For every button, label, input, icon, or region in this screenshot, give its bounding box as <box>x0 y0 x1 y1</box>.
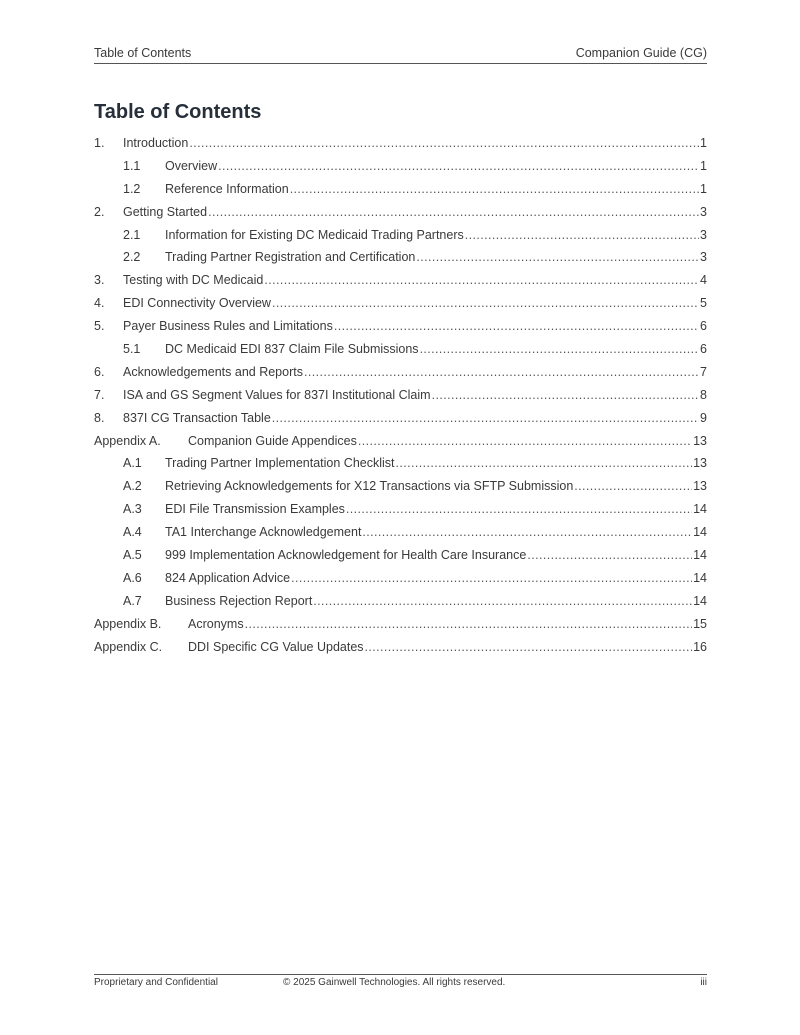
toc-dot-leader <box>313 591 692 611</box>
toc-dot-leader <box>416 247 699 267</box>
toc-entry-label: Business Rejection Report <box>165 593 313 608</box>
toc-entry-number: 5.1 <box>123 342 141 357</box>
toc-entry[interactable] <box>94 591 707 614</box>
toc-dot-leader <box>272 293 699 313</box>
toc-entry-page: 15 <box>693 616 707 631</box>
toc-entry-number: 7. <box>94 387 105 402</box>
toc-entry-label: 999 Implementation Acknowledgement for Health Care Insurance <box>165 548 527 563</box>
toc-dot-leader <box>362 522 692 542</box>
toc-entry-number: 1.2 <box>123 181 141 196</box>
toc-entry-page: 3 <box>700 250 707 265</box>
toc-entry-page: 7 <box>700 364 707 379</box>
toc-dot-leader <box>365 637 693 657</box>
toc-entry-number: 1.1 <box>123 158 141 173</box>
toc-entry-label: Reference Information <box>165 181 289 196</box>
toc-entry-label: Introduction <box>123 136 189 150</box>
toc-entry-label: Trading Partner Registration and Certification <box>165 250 416 265</box>
toc-entry-link[interactable] <box>123 316 707 336</box>
page-header <box>94 46 707 64</box>
toc-dot-leader <box>218 156 699 176</box>
toc-entry-number: 6. <box>94 364 105 379</box>
toc-entry[interactable] <box>94 316 707 339</box>
toc-dot-leader <box>432 385 699 405</box>
toc-entry-page: 14 <box>693 548 707 563</box>
toc-entry-link[interactable] <box>165 591 707 611</box>
toc-entry-link[interactable] <box>165 499 707 519</box>
toc-entry[interactable] <box>94 225 707 248</box>
footer-confidentiality: Proprietary and Confidential <box>94 977 218 988</box>
toc-entry-page: 3 <box>700 227 707 242</box>
toc-entry-link[interactable] <box>123 385 707 405</box>
toc-entry-link[interactable] <box>123 202 707 222</box>
toc-entry-page: 1 <box>700 158 707 173</box>
toc-entry-label: TA1 Interchange Acknowledgement <box>165 525 362 540</box>
toc-dot-leader <box>420 339 699 359</box>
toc-entry-label: Companion Guide Appendices <box>188 433 357 448</box>
toc-entry-link[interactable] <box>165 225 707 245</box>
toc-entry[interactable] <box>94 179 707 202</box>
header-section-title: Table of Contents <box>94 46 192 60</box>
toc-entry-page: 14 <box>693 502 707 517</box>
toc-entry-number: 1. <box>94 136 105 150</box>
toc-dot-leader <box>208 202 699 222</box>
toc-entry-link[interactable] <box>123 133 707 153</box>
toc-entry-number: A.3 <box>123 502 142 517</box>
toc-entry-link[interactable] <box>165 522 707 542</box>
page-title: Table of Contents <box>94 101 262 123</box>
toc-dot-leader <box>272 408 699 428</box>
toc-dot-leader <box>574 476 692 496</box>
toc-entry-label: Payer Business Rules and Limitations <box>123 319 333 334</box>
toc-entry-link[interactable] <box>123 362 707 382</box>
toc-dot-leader <box>465 225 699 245</box>
toc-dot-leader <box>290 179 699 199</box>
toc-entry-number: 2.2 <box>123 250 141 265</box>
toc-entry-page: 8 <box>700 387 707 402</box>
toc-entry[interactable] <box>94 476 707 499</box>
toc-entry-label: Trading Partner Implementation Checklist <box>165 456 395 471</box>
page-footer <box>94 974 707 991</box>
toc-entry-number: A.2 <box>123 479 142 494</box>
toc-entry-label: 824 Application Advice <box>165 570 291 585</box>
toc-entry-page: 16 <box>693 639 707 654</box>
toc-entry-link[interactable] <box>123 270 707 290</box>
toc-dot-leader <box>264 270 699 290</box>
toc-entry-number: 2. <box>94 204 105 219</box>
toc-entry-link[interactable] <box>188 431 707 451</box>
toc-entry-page: 9 <box>700 410 707 425</box>
toc-entry-page: 13 <box>693 456 707 471</box>
toc-entry-page: 1 <box>700 136 707 150</box>
toc-dot-leader <box>346 499 692 519</box>
toc-entry-page: 14 <box>693 525 707 540</box>
toc-entry[interactable] <box>94 522 707 545</box>
toc-entry[interactable] <box>94 247 707 270</box>
toc-entry[interactable] <box>94 202 707 225</box>
toc-entry-number: 4. <box>94 296 105 311</box>
toc-entry-page: 13 <box>693 479 707 494</box>
toc-entry[interactable] <box>94 293 707 316</box>
toc-entry[interactable] <box>94 408 707 431</box>
toc-entry-label: Overview <box>165 158 218 173</box>
toc-entry-link[interactable] <box>165 476 707 496</box>
toc-entry-link[interactable] <box>165 545 707 565</box>
toc-entry-page: 5 <box>700 296 707 311</box>
toc-entry[interactable] <box>94 453 707 476</box>
toc-entry-number: A.4 <box>123 525 142 540</box>
toc-entry-number: 5. <box>94 319 105 334</box>
toc-entry-page: 14 <box>693 593 707 608</box>
toc-entry-label: Acknowledgements and Reports <box>123 364 303 379</box>
toc-entry-label: Getting Started <box>123 204 208 219</box>
toc-entry-label: Acronyms <box>188 616 244 631</box>
toc-entry-label: DC Medicaid EDI 837 Claim File Submissions <box>165 342 419 357</box>
toc-entry[interactable] <box>94 568 707 591</box>
toc-entry-page: 14 <box>693 570 707 585</box>
toc-entry-link[interactable] <box>165 453 707 473</box>
toc-dot-leader <box>334 316 699 336</box>
toc-entry[interactable] <box>94 133 707 156</box>
toc-dot-leader <box>396 453 693 473</box>
toc-entry-label: EDI File Transmission Examples <box>165 502 345 517</box>
header-document-title: Companion Guide (CG) <box>575 46 707 60</box>
toc-entry-page: 6 <box>700 319 707 334</box>
toc-entry[interactable] <box>94 385 707 408</box>
toc-entry-label: Retrieving Acknowledgements for X12 Transactions via SFTP Submission <box>165 479 574 494</box>
toc-entry-number: A.6 <box>123 570 142 585</box>
toc-dot-leader <box>358 431 692 451</box>
toc-entry-number: 2.1 <box>123 227 141 242</box>
toc-entry-link[interactable] <box>188 614 707 634</box>
toc-entry[interactable] <box>94 339 707 362</box>
toc-entry-label: EDI Connectivity Overview <box>123 296 271 311</box>
toc-entry-number: A.1 <box>123 456 142 471</box>
toc-entry[interactable] <box>94 545 707 568</box>
toc-entry[interactable] <box>94 614 707 637</box>
toc-dot-leader <box>304 362 699 382</box>
toc-entry[interactable] <box>94 431 707 454</box>
toc-entry-link[interactable] <box>165 247 707 267</box>
toc-entry-number: 3. <box>94 273 105 288</box>
toc-dot-leader <box>189 133 699 153</box>
toc-entry-link[interactable] <box>123 408 707 428</box>
toc-dot-leader <box>245 614 693 634</box>
toc-entry-page: 4 <box>700 273 707 288</box>
toc-entry-number: Appendix B. <box>94 616 162 631</box>
toc-entry-page: 3 <box>700 204 707 219</box>
toc-entry[interactable] <box>94 362 707 385</box>
toc-entry-link[interactable] <box>165 179 707 199</box>
toc-entry-number: Appendix A. <box>94 433 161 448</box>
toc-entry[interactable] <box>94 156 707 179</box>
toc-entry-link[interactable] <box>165 568 707 588</box>
toc-entry-label: ISA and GS Segment Values for 837I Institutional Claim <box>123 387 431 402</box>
toc-entry[interactable] <box>94 637 707 660</box>
toc-entry[interactable] <box>94 499 707 522</box>
toc-entry-page: 1 <box>700 181 707 196</box>
table-of-contents <box>94 133 707 659</box>
toc-entry-label: DDI Specific CG Value Updates <box>188 639 364 654</box>
toc-entry-label: Information for Existing DC Medicaid Trading Partners <box>165 227 464 242</box>
toc-entry-number: Appendix C. <box>94 639 163 654</box>
toc-dot-leader <box>291 568 692 588</box>
toc-entry[interactable] <box>94 270 707 293</box>
toc-entry-label: 837I CG Transaction Table <box>123 410 271 425</box>
toc-entry-page: 13 <box>693 433 707 448</box>
toc-entry-number: A.5 <box>123 548 142 563</box>
toc-entry-link[interactable] <box>165 156 707 176</box>
toc-entry-number: A.7 <box>123 593 142 608</box>
toc-dot-leader <box>527 545 692 565</box>
toc-entry-label: Testing with DC Medicaid <box>123 273 264 288</box>
footer-copyright: © 2025 Gainwell Technologies. All rights reserved. <box>283 977 506 988</box>
page-number: iii <box>700 977 707 988</box>
toc-entry-page: 6 <box>700 342 707 357</box>
toc-entry-link[interactable] <box>165 339 707 359</box>
toc-entry-number: 8. <box>94 410 105 425</box>
toc-entry-link[interactable] <box>188 637 707 657</box>
toc-entry-link[interactable] <box>123 293 707 313</box>
